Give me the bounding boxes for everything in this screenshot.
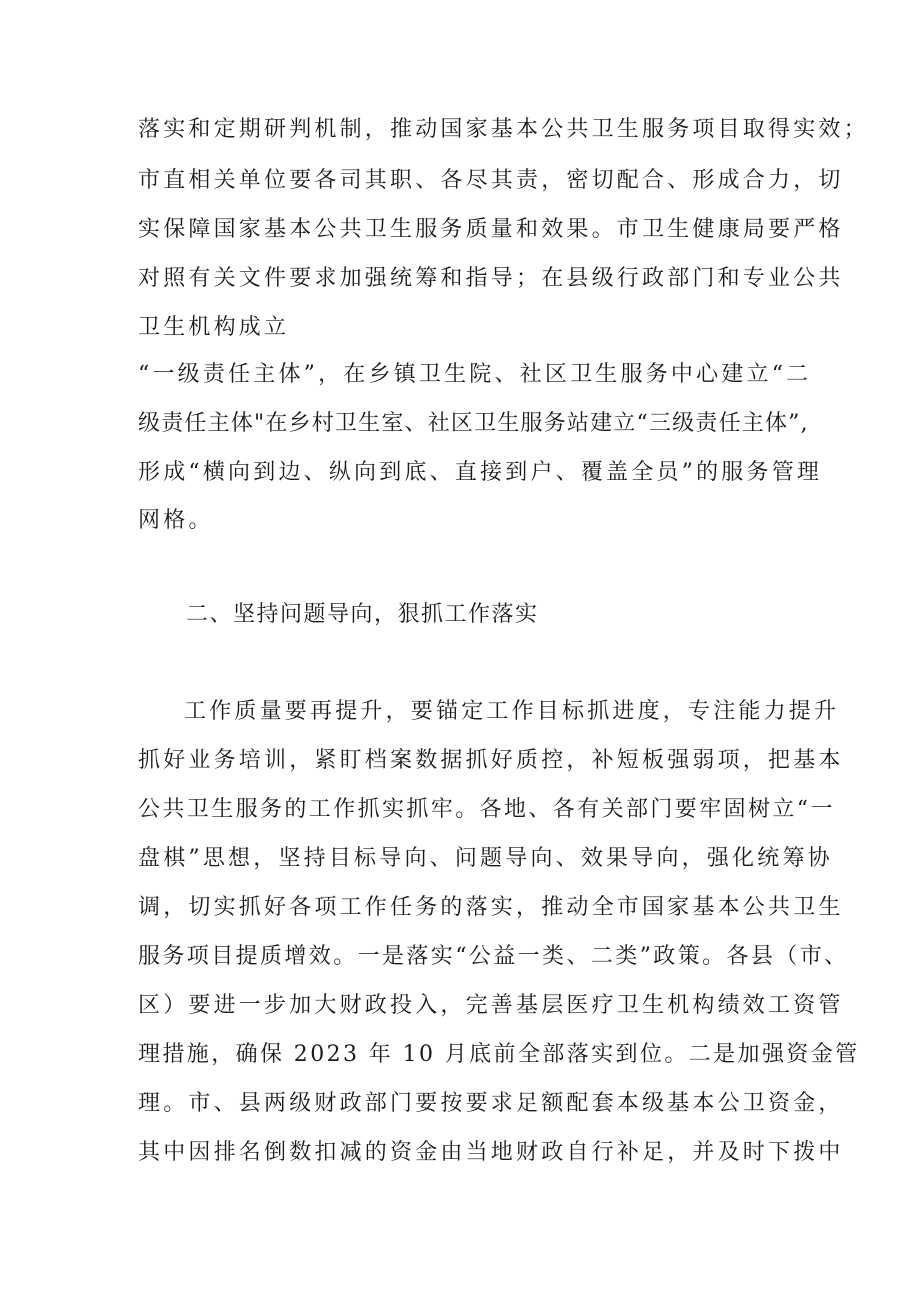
paragraph-2-line-5: 调，切实抓好各项工作任务的落实，推动全市国家基本公共卫生 — [138, 895, 844, 920]
paragraph-2-line-6: 服务项目提质增效。一是落实“公益一类、二类”政策。各县（市、 — [138, 944, 849, 969]
paragraph-1-line-7: 级责任主体"在乡村卫生室、社区卫生服务站建立“三级责任主体”, — [138, 411, 809, 436]
paragraph-2-line-1: 工作质量要再提升，要锚定工作目标抓进度，专注能力提升 — [184, 699, 840, 724]
paragraph-2-line-9: 理。市、县两级财政部门要按要求足额配套本级基本公卫资金， — [138, 1091, 844, 1116]
paragraph-2-line-3: 公共卫生服务的工作抓实抓牢。各地、各有关部门要牢固树立“一 — [138, 797, 835, 822]
paragraph-2-line-2: 抓好业务培训，紧盯档案数据抓好质控，补短板强弱项，把基本 — [138, 748, 844, 773]
paragraph-2-line-8: 理措施，确保 2023 年 10 月底前全部落实到位。二是加强资金管 — [138, 1042, 860, 1067]
paragraph-2-line-10: 其中因排名倒数扣减的资金由当地财政自行补足，并及时下拨中 — [138, 1140, 844, 1165]
paragraph-1-line-6: “一级责任主体”，在乡镇卫生院、社区卫生服务中心建立“二 — [138, 362, 812, 387]
paragraph-1-line-8: 形成“横向到边、纵向到底、直接到户、覆盖全员”的服务管理 — [138, 460, 823, 485]
section-heading: 二、坚持问题导向，狠抓工作落实 — [186, 602, 539, 627]
paragraph-1-line-5: 卫生机构成立 — [138, 315, 290, 340]
paragraph-1-line-3: 实保障国家基本公共卫生服务质量和效果。市卫生健康局要严格 — [138, 217, 844, 242]
paragraph-1-line-9: 网格。 — [138, 508, 214, 533]
paragraph-2-line-7: 区）要进一步加大财政投入，完善基层医疗卫生机构绩效工资管 — [138, 993, 844, 1018]
paragraph-1-line-4: 对照有关文件要求加强统筹和指导；在县级行政部门和专业公共 — [138, 266, 844, 291]
paragraph-2-line-4: 盘棋”思想，坚持目标导向、问题导向、效果导向，强化统筹协 — [138, 846, 833, 871]
paragraph-1-line-1: 落实和定期研判机制，推动国家基本公共卫生服务项目取得实效； — [138, 117, 869, 142]
paragraph-1-line-2: 市直相关单位要各司其职、各尽其责，密切配合、形成合力，切 — [138, 168, 844, 193]
